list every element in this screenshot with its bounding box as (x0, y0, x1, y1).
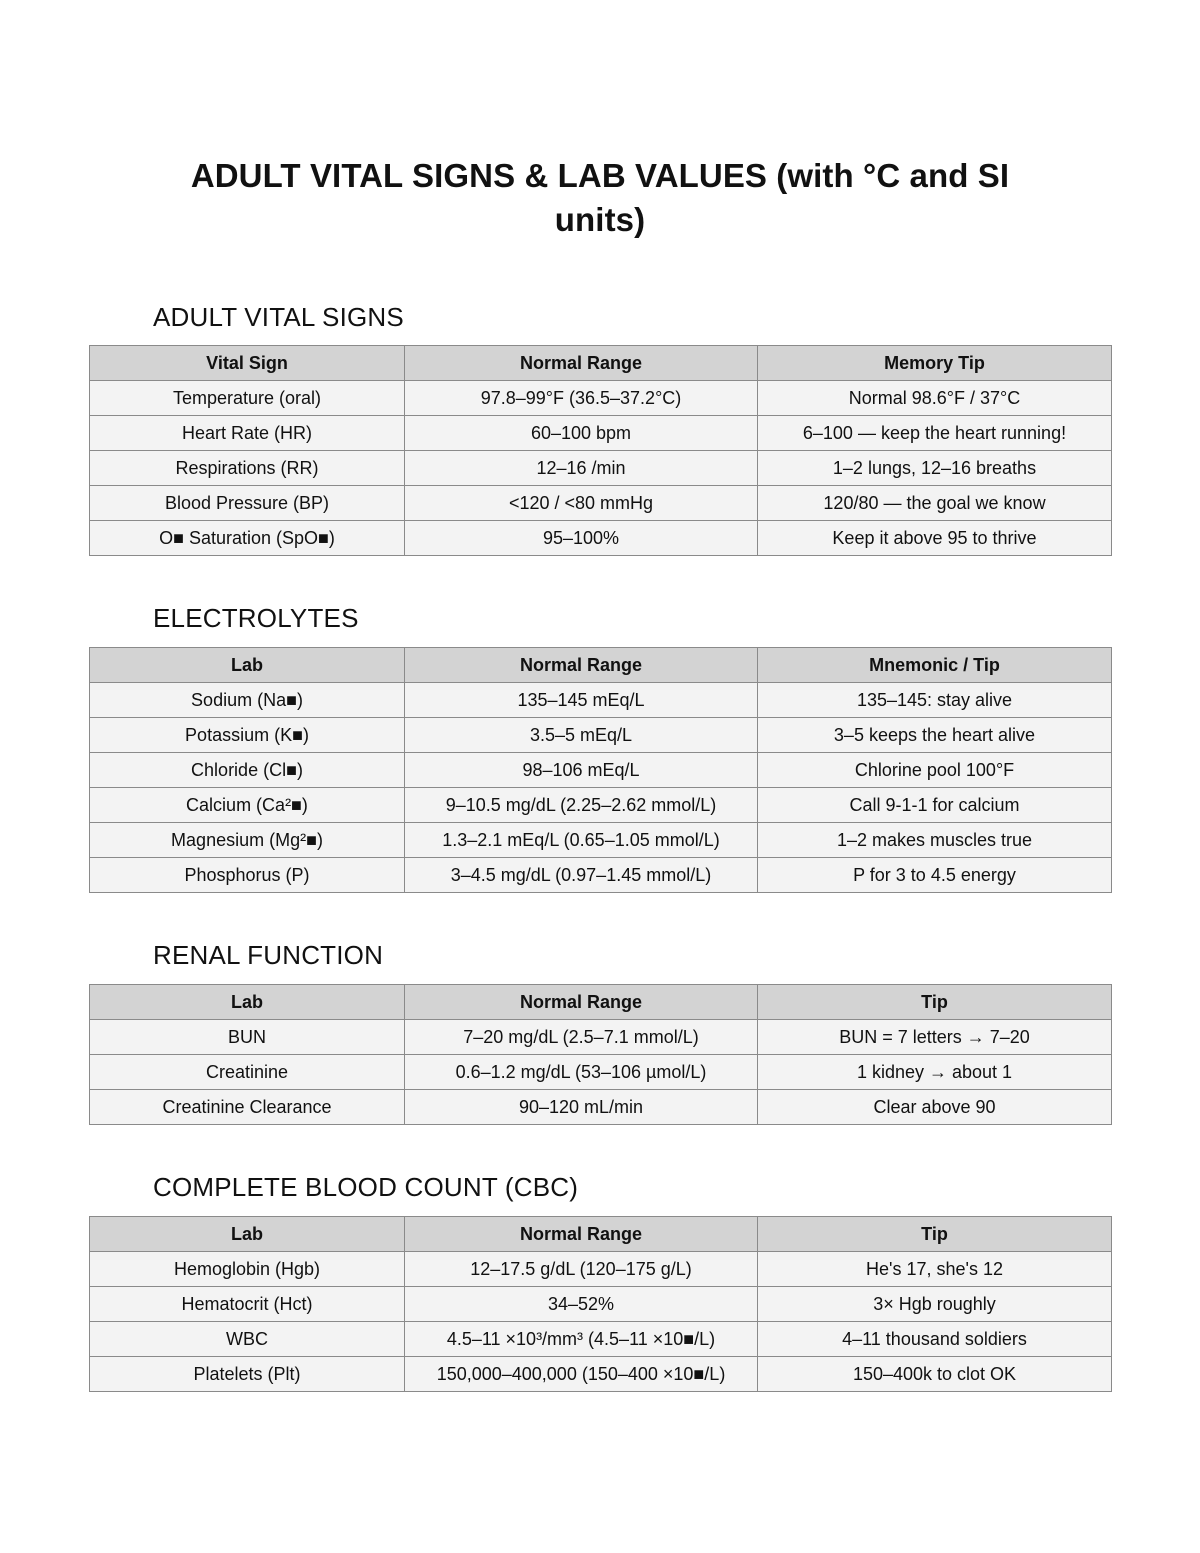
table-row (90, 451, 1112, 486)
table-cell: 3–4.5 mg/dL (0.97–1.45 mmol/L) (405, 858, 758, 893)
table-cell: 9–10.5 mg/dL (2.25–2.62 mmol/L) (405, 788, 758, 823)
table-cell: P for 3 to 4.5 energy (758, 858, 1112, 893)
table-row (90, 823, 1112, 858)
table-row (90, 1252, 1112, 1287)
table-row (90, 1322, 1112, 1357)
column-header: Lab (90, 985, 405, 1020)
table-cell: 1 kidney → about 1 (758, 1055, 1112, 1090)
table-header-row (90, 1217, 1112, 1252)
table-cell: <120 / <80 mmHg (405, 486, 758, 521)
table-cell: Sodium (Na■) (90, 683, 405, 718)
table-cell: 135–145: stay alive (758, 683, 1112, 718)
table-cell: 60–100 bpm (405, 416, 758, 451)
table-cell: Chloride (Cl■) (90, 753, 405, 788)
table-cell: Hemoglobin (Hgb) (90, 1252, 405, 1287)
table-cell: 4–11 thousand soldiers (758, 1322, 1112, 1357)
table-row (90, 753, 1112, 788)
table-cell: WBC (90, 1322, 405, 1357)
table-cell: BUN = 7 letters → 7–20 (758, 1020, 1112, 1055)
table-cell: Platelets (Plt) (90, 1357, 405, 1392)
table-cell: 97.8–99°F (36.5–37.2°C) (405, 381, 758, 416)
table-cell: Calcium (Ca²■) (90, 788, 405, 823)
table-cell: Potassium (K■) (90, 718, 405, 753)
table-cell: 1–2 lungs, 12–16 breaths (758, 451, 1112, 486)
column-header: Mnemonic / Tip (758, 648, 1112, 683)
cbc-table (89, 1216, 1112, 1392)
column-header: Memory Tip (758, 346, 1112, 381)
table-row (90, 683, 1112, 718)
table-cell: 95–100% (405, 521, 758, 556)
table-cell: 120/80 — the goal we know (758, 486, 1112, 521)
renal-function-table (89, 984, 1112, 1125)
electrolytes-table (89, 647, 1112, 893)
table-cell: 6–100 — keep the heart running! (758, 416, 1112, 451)
table-cell: Call 9-1-1 for calcium (758, 788, 1112, 823)
table-header-row (90, 648, 1112, 683)
table-cell: 1–2 makes muscles true (758, 823, 1112, 858)
table-cell: Phosphorus (P) (90, 858, 405, 893)
table-cell: Magnesium (Mg²■) (90, 823, 405, 858)
table-cell: Heart Rate (HR) (90, 416, 405, 451)
table-cell: 1.3–2.1 mEq/L (0.65–1.05 mmol/L) (405, 823, 758, 858)
table-cell: 135–145 mEq/L (405, 683, 758, 718)
table-cell: Blood Pressure (BP) (90, 486, 405, 521)
table-cell: Chlorine pool 100°F (758, 753, 1112, 788)
table-row (90, 1287, 1112, 1322)
section-heading-vital-signs: ADULT VITAL SIGNS (153, 302, 404, 332)
table-cell: 150,000–400,000 (150–400 ×10■/L) (405, 1357, 758, 1392)
table-cell: 3× Hgb roughly (758, 1287, 1112, 1322)
table-cell: Hematocrit (Hct) (90, 1287, 405, 1322)
table-cell: 0.6–1.2 mg/dL (53–106 µmol/L) (405, 1055, 758, 1090)
table-cell: 4.5–11 ×10³/mm³ (4.5–11 ×10■/L) (405, 1322, 758, 1357)
table-row (90, 1055, 1112, 1090)
table-cell: 3–5 keeps the heart alive (758, 718, 1112, 753)
table-row (90, 1090, 1112, 1125)
table-row (90, 1020, 1112, 1055)
table-cell: BUN (90, 1020, 405, 1055)
column-header: Tip (758, 985, 1112, 1020)
section-heading-cbc: COMPLETE BLOOD COUNT (CBC) (153, 1172, 579, 1202)
table-header-row (90, 346, 1112, 381)
table-cell: 150–400k to clot OK (758, 1357, 1112, 1392)
table-cell: Temperature (oral) (90, 381, 405, 416)
table-row (90, 521, 1112, 556)
table-cell: Keep it above 95 to thrive (758, 521, 1112, 556)
table-row (90, 718, 1112, 753)
column-header: Lab (90, 648, 405, 683)
table-cell: Normal 98.6°F / 37°C (758, 381, 1112, 416)
column-header: Lab (90, 1217, 405, 1252)
column-header: Vital Sign (90, 346, 405, 381)
table-cell: 7–20 mg/dL (2.5–7.1 mmol/L) (405, 1020, 758, 1055)
table-cell: 90–120 mL/min (405, 1090, 758, 1125)
table-cell: Creatinine Clearance (90, 1090, 405, 1125)
column-header: Normal Range (405, 1217, 758, 1252)
column-header: Tip (758, 1217, 1112, 1252)
column-header: Normal Range (405, 648, 758, 683)
table-row (90, 381, 1112, 416)
table-row (90, 416, 1112, 451)
table-cell: 98–106 mEq/L (405, 753, 758, 788)
table-cell: 12–16 /min (405, 451, 758, 486)
table-row (90, 858, 1112, 893)
section-heading-renal-function: RENAL FUNCTION (153, 940, 384, 970)
table-header-row (90, 985, 1112, 1020)
table-cell: 3.5–5 mEq/L (405, 718, 758, 753)
table-cell: O■ Saturation (SpO■) (90, 521, 405, 556)
table-cell: Clear above 90 (758, 1090, 1112, 1125)
table-cell: Respirations (RR) (90, 451, 405, 486)
table-row (90, 788, 1112, 823)
table-cell: 34–52% (405, 1287, 758, 1322)
section-heading-electrolytes: ELECTROLYTES (153, 603, 359, 633)
column-header: Normal Range (405, 346, 758, 381)
table-cell: He's 17, she's 12 (758, 1252, 1112, 1287)
table-cell: 12–17.5 g/dL (120–175 g/L) (405, 1252, 758, 1287)
column-header: Normal Range (405, 985, 758, 1020)
table-row (90, 1357, 1112, 1392)
table-cell: Creatinine (90, 1055, 405, 1090)
table-row (90, 486, 1112, 521)
vital-signs-table (89, 345, 1112, 556)
page-title: ADULT VITAL SIGNS & LAB VALUES (with °C and SI units) (190, 157, 1010, 238)
